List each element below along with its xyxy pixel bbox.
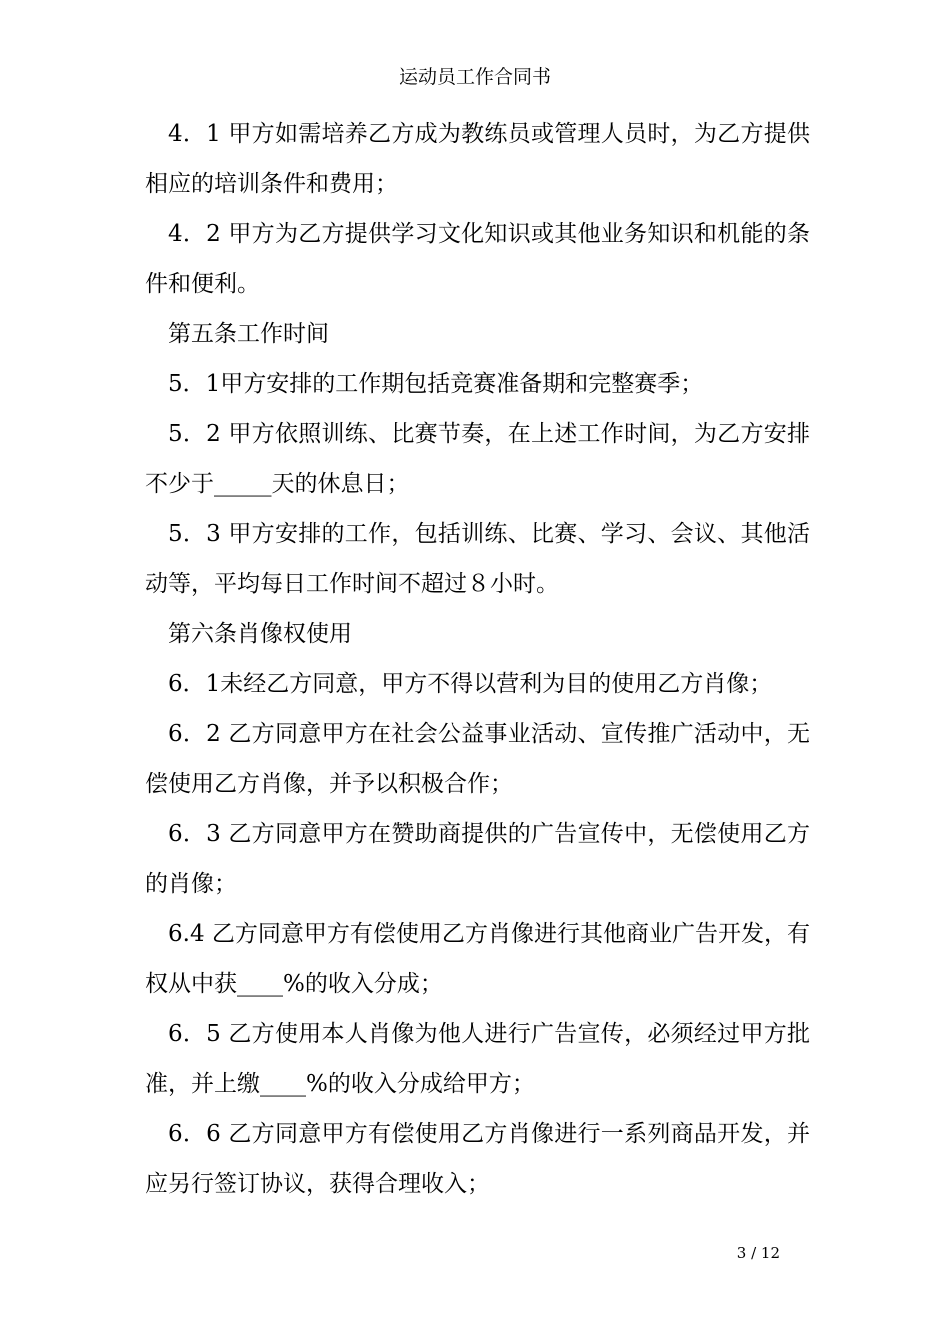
paragraph-5-2: 5．2 甲方依照训练、比赛节奏，在上述工作时间，为乙方安排不少于_____天的休息日； [145, 421, 810, 497]
document-body [145, 109, 810, 1209]
paragraph-6-3: 6．3 乙方同意甲方在赞助商提供的广告宣传中，无偿使用乙方的肖像； [145, 821, 810, 897]
section-heading-article-5: 第五条工作时间 [168, 321, 329, 347]
paragraph-5-1: 5．1甲方安排的工作期包括竞赛准备期和完整赛季； [168, 371, 704, 397]
page-number: 3 / 12 [736, 1244, 780, 1262]
paragraph-6-2: 6．2 乙方同意甲方在社会公益事业活动、宣传推广活动中，无偿使用乙方肖像，并予以积极合作； [145, 721, 810, 797]
paragraph-6-1: 6．1未经乙方同意，甲方不得以营利为目的使用乙方肖像； [168, 671, 773, 697]
page-header-title: 运动员工作合同书 [398, 66, 551, 88]
paragraph-6-5: 6．5 乙方使用本人肖像为他人进行广告宣传，必须经过甲方批准，并上缴____%的收入分成给甲方； [145, 1021, 810, 1097]
paragraph-5-3: 5．3 甲方安排的工作，包括训练、比赛、学习、会议、其他活动等，平均每日工作时间不超过８小时。 [145, 521, 810, 597]
section-heading-article-6: 第六条肖像权使用 [168, 621, 352, 647]
paragraph-4-2: 4．2 甲方为乙方提供学习文化知识或其他业务知识和机能的条件和便利。 [145, 221, 810, 297]
paragraph-6-4: 6.4 乙方同意甲方有偿使用乙方肖像进行其他商业广告开发，有权从中获____%的收入分成； [145, 921, 810, 997]
paragraph-4-1: 4．1 甲方如需培养乙方成为教练员或管理人员时，为乙方提供相应的培训条件和费用； [145, 121, 810, 197]
paragraph-6-6: 6．6 乙方同意甲方有偿使用乙方肖像进行一系列商品开发，并应另行签订协议，获得合理收入； [145, 1121, 810, 1197]
